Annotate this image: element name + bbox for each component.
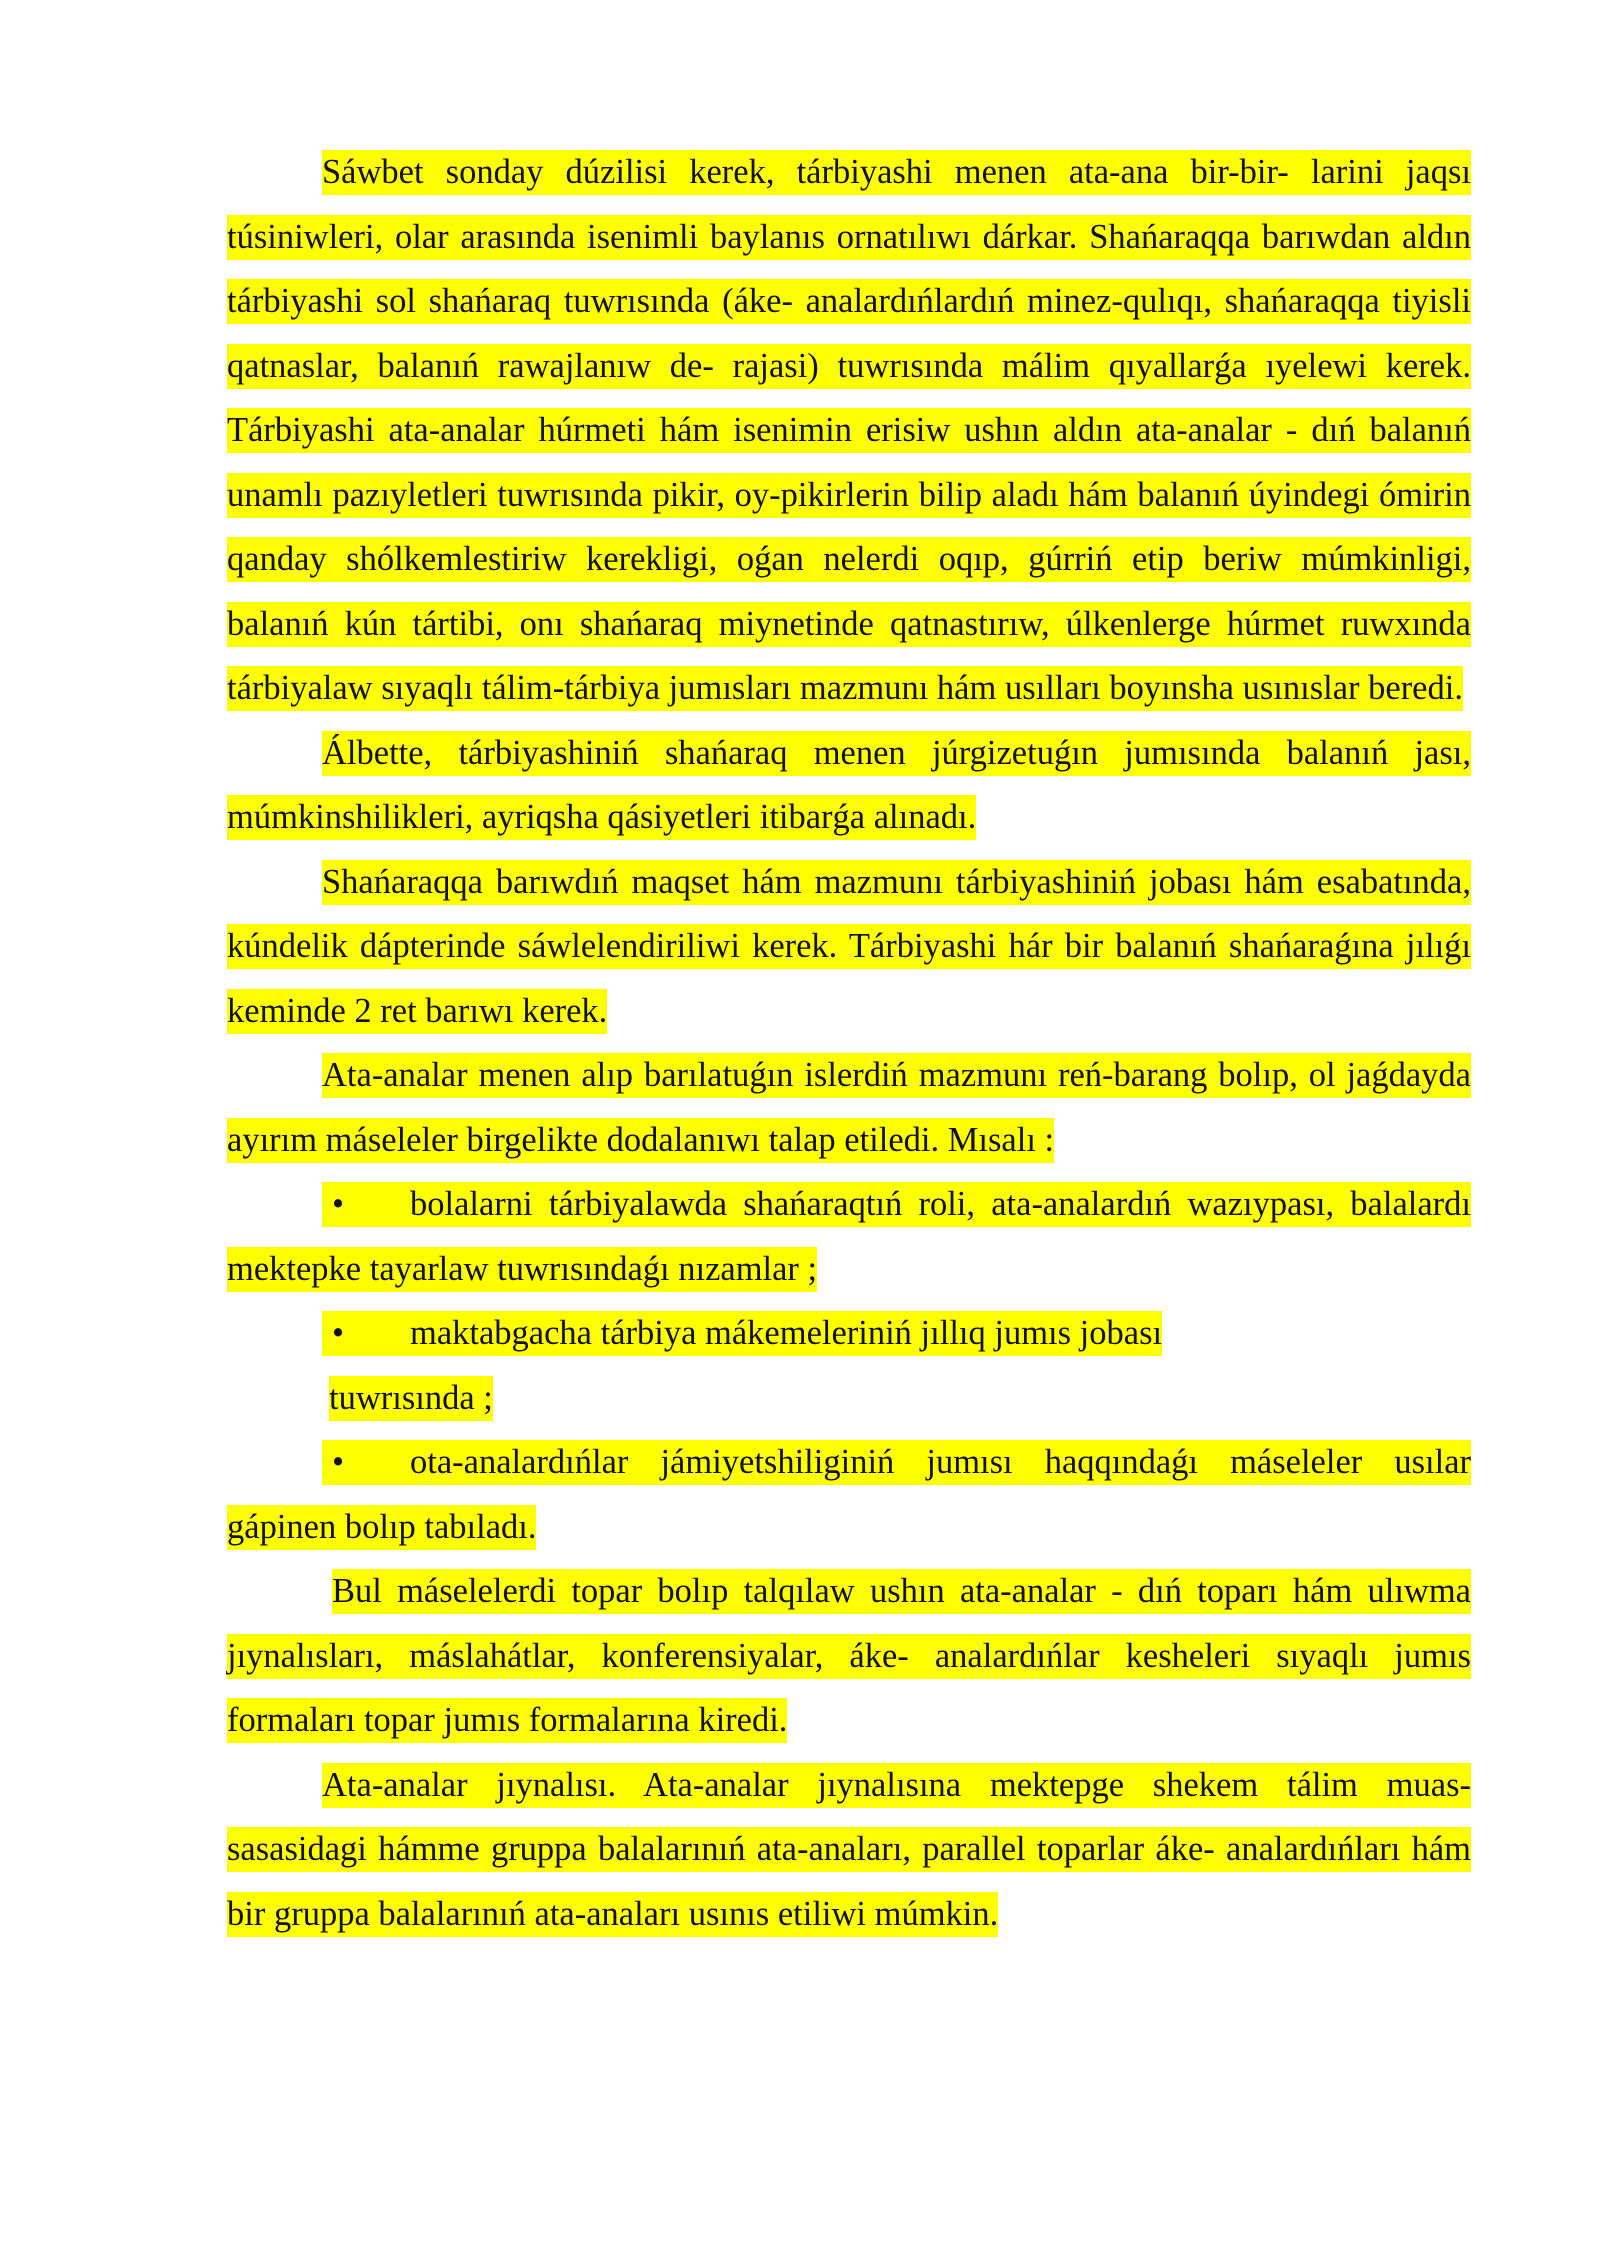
paragraph-3 — [227, 850, 1471, 1044]
bullet-item-1 — [227, 1172, 1471, 1301]
bullet-item-2 — [227, 1301, 1471, 1366]
paragraph-4-text: Ata-analar menen alıp barılatuǵın islerdiń mazmunı reń-barang bolıp, ol jaǵdayda ayırım máseleler birgelikte dodalanıwı talap etiledi. Mısalı : — [227, 1053, 1471, 1163]
paragraph-6 — [227, 1753, 1471, 1947]
paragraph-4 — [227, 1043, 1471, 1172]
paragraph-3-text: Shańaraqqa barıwdıń maqset hám mazmunı tárbiyashiniń jobası hám esabatında, kúndelik dápterinde sáwlelendiriliwi kerek. Tárbiyashi hár bir balanıń shańaraǵına jılıǵı keminde 2 ret barıwı kerek. — [227, 860, 1471, 1034]
bullet-item-3-text: ota-analardıńlar jámiyetshiliginiń jumısı haqqındaǵı máseleler usılar gápinen bolıp tabıladı. — [227, 1443, 1471, 1546]
bullet-item-2-continuation-text: tuwrısında ; — [329, 1376, 493, 1421]
paragraph-2-text: Álbette, tárbiyashiniń shańaraq menen júrgizetuǵın jumısında balanıń jası, múmkinshilikleri, ayriqsha qásiyetleri itibarǵa alınadı. — [227, 731, 1471, 841]
document-page — [227, 140, 1471, 1946]
paragraph-6-text: Ata-analar jıynalısı. Ata-analar jıynalısına mektepge shekem tálim muas- sasasidagi hámme gruppa balalarınıń ata-anaları, parallel toparlar áke- analardıńları hám bir gruppa balalarınıń ata-anaları usınıs etiliwi múmkin. — [227, 1763, 1471, 1937]
paragraph-1 — [227, 140, 1471, 721]
paragraph-5-text: Bul máselelerdi topar bolıp talqılaw ushın ata-analar - dıń toparı hám ulıwma jıynalısları, máslahátlar, konferensiyalar, áke- analardıńlar kesheleri sıyaqlı jumıs formaları topar jumıs formalarına kiredi. — [227, 1569, 1471, 1743]
paragraph-5 — [227, 1559, 1471, 1753]
bullet-item-3 — [227, 1430, 1471, 1559]
bullet-item-2-continuation — [227, 1366, 1471, 1431]
bullet-dot: • — [332, 1185, 345, 1223]
paragraph-2 — [227, 721, 1471, 850]
bullet-item-1-text: bolalarni tárbiyalawda shańaraqtıń roli, ata-analardıń wazıypası, balalardı mektepke tayarlaw tuwrısındaǵı nızamlar ; — [227, 1185, 1471, 1288]
bullet-dot: • — [332, 1314, 345, 1352]
bullet-item-2-text: maktabgacha tárbiya mákemeleriniń jıllıq jumıs jobası — [410, 1314, 1163, 1352]
bullet-dot: • — [332, 1443, 345, 1481]
paragraph-1-text: Sáwbet sonday dúzilisi kerek, tárbiyashi menen ata-ana bir-bir- larini jaqsı túsiniwleri, olar arasında isenimli baylanıs ornatılıwı dárkar. Shańaraqqa barıwdan aldın tárbiyashi sol shańaraq tuwrısında (áke- analardıńlardıń minez-qulıqı, shańaraqqa tiyisli qatnaslar, balanıń rawajlanıw de- rajasi) tuwrısında málim qıyallarǵa ıyelewi kerek. Tárbiyashi ata-analar húrmeti hám isenimin erisiw ushın aldın ata-analar - dıń balanıń unamlı pazıyletleri tuwrısında pikir, oy-pikirlerin bilip aladı hám balanıń úyindegi ómirin qanday shólkemlestiriw kerekligi, oǵan nelerdi oqıp, gúrriń etip beriw múmkinligi, balanıń kún tártibi, onı shańaraq miynetinde qatnastırıw, úlkenlerge húrmet ruwxında tárbiyalaw sıyaqlı tálim-tárbiya jumısları mazmunı hám usılları boyınsha usınıslar beredi. — [227, 150, 1471, 711]
